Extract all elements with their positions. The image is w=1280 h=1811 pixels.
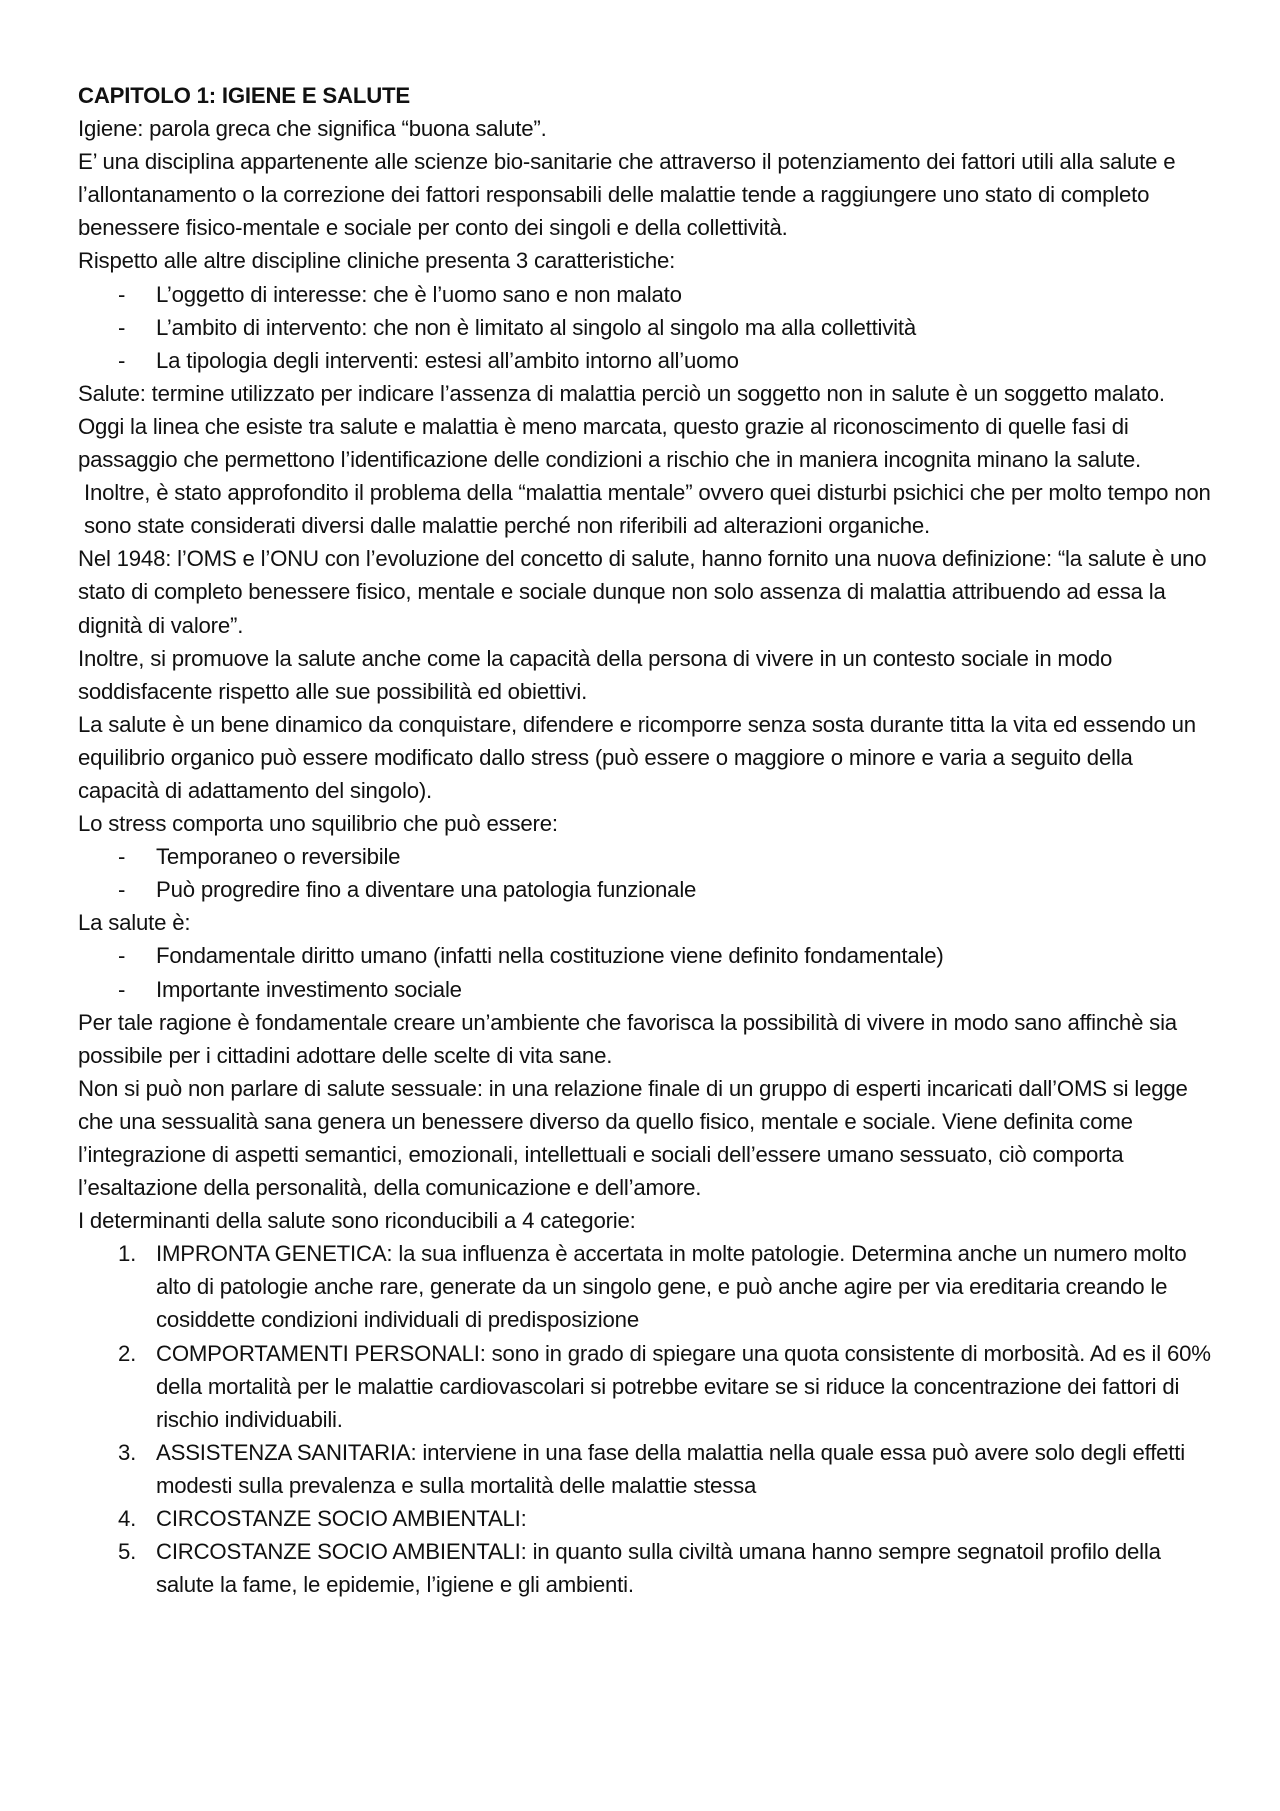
list-item-text: ASSISTENZA SANITARIA: interviene in una fase della malattia nella quale essa può avere solo degli effetti modesti sulla prevalenza e sulla mortalità delle malattie stessa — [156, 1439, 1185, 1498]
list-item-text: Temporaneo o reversibile — [156, 844, 401, 870]
document-page — [78, 79, 1213, 1601]
list-item — [78, 1535, 1213, 1601]
stress-list — [78, 840, 1213, 906]
list-item-text: L’oggetto di interesse: che è l’uomo sano e non malato — [156, 281, 682, 307]
list-item — [78, 873, 1213, 906]
paragraph-stress-intro: Lo stress comporta uno squilibrio che può essere: — [78, 811, 558, 837]
paragraph-social-context: Inoltre, si promuove la salute anche come la capacità della persona di vivere in un contesto sociale in modo soddisfacente rispetto alle sue possibilità ed obiettivi. — [78, 645, 1113, 704]
dash-bullet: - — [118, 877, 126, 903]
dash-bullet: - — [118, 844, 126, 870]
paragraph-mental-illness: Inoltre, è stato approfondito il problema della “malattia mentale” ovvero quei disturbi psichici che per molto tempo non sono state considerati diversi dalle malattie perché non riferibili ad alterazioni organiche. — [84, 480, 1211, 539]
list-number: 5. — [118, 1539, 137, 1565]
list-item-text: Può progredire fino a diventare una patologia funzionale — [156, 877, 697, 903]
list-item-text: CIRCOSTANZE SOCIO AMBIENTALI: — [156, 1506, 527, 1532]
chapter-title: CAPITOLO 1: IGIENE E SALUTE — [78, 83, 410, 108]
list-item-text: CIRCOSTANZE SOCIO AMBIENTALI: in quanto sulla civiltà umana hanno sempre segnatoil profilo della salute la fame, le epidemie, l’igiene e gli ambienti. — [156, 1539, 1161, 1598]
list-number: 4. — [118, 1506, 137, 1532]
paragraph-determinants-intro: I determinanti della salute sono riconducibili a 4 categorie: — [78, 1208, 636, 1234]
paragraph-1948-definition: Nel 1948: l’OMS e l’ONU con l’evoluzione del concetto di salute, hanno fornito una nuova definizione: “la salute è uno stato di completo benessere fisico, mentale e sociale dunque non solo assenza di malattia attribuendo ad essa la dignità di valore”. — [78, 546, 1207, 638]
paragraph-salute-term: Salute: termine utilizzato per indicare l’assenza di malattia perciò un soggetto non in salute è un soggetto malato. — [78, 380, 1165, 406]
list-item — [78, 1237, 1213, 1336]
paragraph-igiene-definition: Igiene: parola greca che significa “buona salute”. — [78, 116, 547, 142]
list-number: 1. — [118, 1241, 137, 1267]
list-item — [78, 939, 1213, 972]
dash-bullet: - — [118, 347, 126, 373]
list-item-text: Fondamentale diritto umano (infatti nella costituzione viene definito fondamentale) — [156, 943, 944, 969]
list-number: 2. — [118, 1340, 137, 1366]
paragraph-dynamic-good: La salute è un bene dinamico da conquistare, difendere e ricomporre senza sosta durante titta la vita ed essendo un equilibrio organico può essere modificato dallo stress (può essere o maggiore o minore e varia a seguito della capacità di adattamento del singolo). — [78, 711, 1196, 803]
paragraph-healthy-environment: Per tale ragione è fondamentale creare un’ambiente che favorisca la possibilità di vivere in modo sano affinchè sia possibile per i cittadini adottare delle scelte di vita sane. — [78, 1009, 1177, 1068]
paragraph-health-disease-line: Oggi la linea che esiste tra salute e malattia è meno marcata, questo grazie al riconoscimento di quelle fasi di passaggio che permettono l’identificazione delle condizioni a rischio che in maniera incognita minano la salute. — [78, 413, 1141, 473]
dash-bullet: - — [118, 281, 126, 307]
characteristics-list — [78, 278, 1213, 377]
list-item — [78, 344, 1213, 377]
paragraph-health-is: La salute è: — [78, 910, 191, 936]
paragraph-sexual-health: Non si può non parlare di salute sessuale: in una relazione finale di un gruppo di esperti incaricati dall’OMS si legge che una sessualità sana genera un benessere diverso da quello fisico, mentale e sociale. Viene definita come l’integrazione di aspetti semantici, emozionali, intellettuali e sociali dell’essere umano sessuato, ciò comporta l’esaltazione della personalità, della comunicazione e dell’amore. — [78, 1075, 1188, 1201]
list-item — [78, 1337, 1213, 1436]
list-item — [78, 1502, 1213, 1535]
list-item — [78, 840, 1213, 873]
list-item — [78, 973, 1213, 1006]
list-item — [78, 1436, 1213, 1502]
dash-bullet: - — [118, 943, 126, 969]
paragraph-discipline: E’ una disciplina appartenente alle scienze bio-sanitarie che attraverso il potenziamento dei fattori utili alla salute e l’allontanamento o la correzione dei fattori responsabili delle malattie tende a raggiungere uno stato di completo benessere fisico-mentale e sociale per conto dei singoli e della collettività. — [78, 149, 1176, 241]
list-number: 3. — [118, 1439, 137, 1465]
determinants-list — [78, 1237, 1213, 1601]
dash-bullet: - — [118, 314, 126, 340]
list-item-text: COMPORTAMENTI PERSONALI: sono in grado di spiegare una quota consistente di morbosità. Ad es il 60% della mortalità per le malattie cardiovascolari si potrebbe evitare se si riduce la concentrazione dei fattori di rischio individuabili. — [156, 1340, 1211, 1432]
list-item-text: IMPRONTA GENETICA: la sua influenza è accertata in molte patologie. Determina anche un numero molto alto di patologie anche rare, generate da un singolo gene, e può anche agire per via ereditaria creando le cosiddette condizioni individuali di predisposizione — [156, 1241, 1187, 1333]
dash-bullet: - — [118, 976, 126, 1002]
list-item-text: La tipologia degli interventi: estesi all’ambito intorno all’uomo — [156, 347, 739, 373]
list-item — [78, 278, 1213, 311]
paragraph-characteristics-intro: Rispetto alle altre discipline cliniche presenta 3 caratteristiche: — [78, 248, 676, 274]
health-list — [78, 939, 1213, 1005]
list-item-text: L’ambito di intervento: che non è limitato al singolo al singolo ma alla collettività — [156, 314, 916, 340]
list-item-text: Importante investimento sociale — [156, 976, 462, 1002]
list-item — [78, 311, 1213, 344]
